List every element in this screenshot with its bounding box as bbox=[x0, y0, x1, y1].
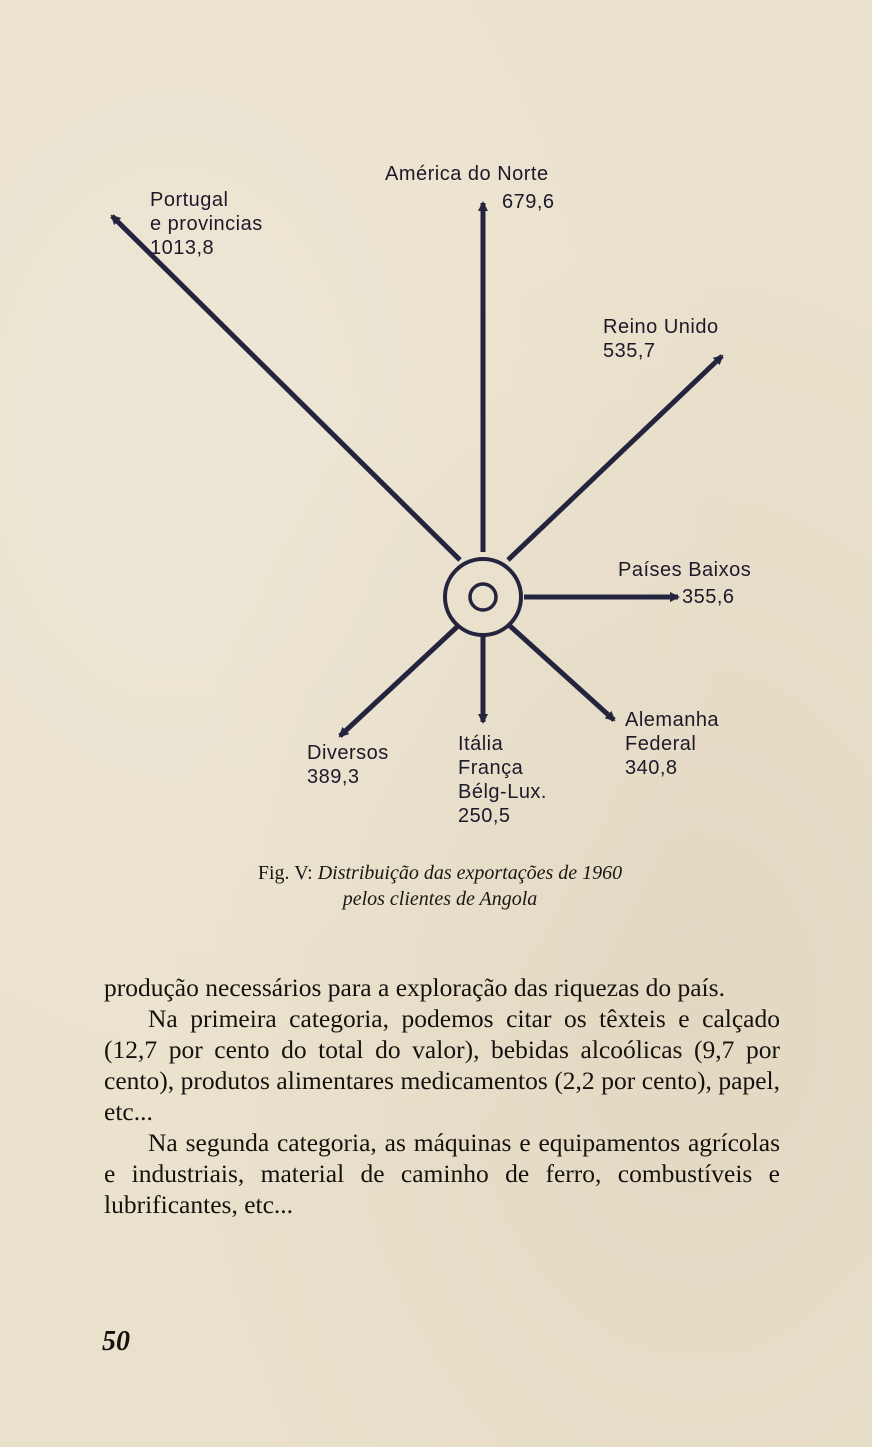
arrow-alemanha bbox=[510, 626, 614, 720]
label-portugal bbox=[150, 188, 263, 260]
body-text bbox=[104, 972, 780, 1220]
label-paises-baixos: Países Baixos bbox=[618, 559, 752, 581]
caption-line2 bbox=[100, 886, 780, 912]
label-portugal-value: 1013,8 bbox=[150, 237, 215, 259]
label-italia-line1: Itália bbox=[458, 733, 504, 755]
arrow-reino-unido bbox=[508, 356, 722, 560]
label-italia-value: 250,5 bbox=[458, 805, 511, 827]
paragraph-1: produção necessários para a exploração das riquezas do país. bbox=[104, 973, 725, 1002]
circle-target-icon bbox=[445, 559, 521, 635]
label-alemanha-federal bbox=[625, 708, 719, 780]
label-alemanha-value: 340,8 bbox=[625, 757, 678, 779]
arrow-diversos bbox=[340, 626, 458, 736]
label-italia-line2: França bbox=[458, 757, 524, 779]
label-reino-unido bbox=[603, 315, 719, 363]
figure-caption bbox=[100, 860, 780, 912]
label-reino-unido-value: 535,7 bbox=[603, 340, 656, 362]
label-america-value: 679,6 bbox=[502, 191, 555, 213]
label-diversos-value: 389,3 bbox=[307, 766, 360, 788]
caption-line1 bbox=[100, 860, 780, 886]
arrow-portugal bbox=[112, 216, 460, 560]
label-portugal-line1: Portugal bbox=[150, 189, 229, 211]
caption-title-line2: pelos clientes de Angola bbox=[342, 888, 538, 910]
caption-title-line1: Distribuição das exportações de 1960 bbox=[317, 862, 623, 884]
paragraph-2: Na primeira categoria, podemos citar os têxteis e calçado (12,7 por cento do total do valor), bebidas alcoólicas (9,7 por cento), produtos alimentares medicamentos (2,2 por cento), papel, etc... bbox=[104, 1004, 780, 1126]
page-number: 50 bbox=[102, 1326, 130, 1357]
label-diversos-line1: Diversos bbox=[307, 742, 389, 764]
label-reino-unido-line1: Reino Unido bbox=[603, 316, 719, 338]
paragraph-3: Na segunda categoria, as máquinas e equipamentos agrícolas e industriais, material de caminho de ferro, combustíveis e lubrificantes, etc... bbox=[104, 1128, 780, 1219]
label-america-line1: América do Norte bbox=[385, 163, 549, 185]
label-italia-line3: Bélg-Lux. bbox=[458, 781, 547, 803]
label-italia-franca-belg-lux bbox=[458, 732, 547, 828]
label-portugal-line2: e provincias bbox=[150, 213, 263, 235]
label-alemanha-line1: Alemanha bbox=[625, 709, 720, 731]
label-america-do-norte bbox=[385, 162, 549, 186]
caption-fig-label: Fig. V: bbox=[257, 862, 313, 884]
label-alemanha-line2: Federal bbox=[625, 733, 697, 755]
label-paises-baixos-value: 355,6 bbox=[682, 586, 735, 608]
label-diversos bbox=[307, 741, 389, 789]
